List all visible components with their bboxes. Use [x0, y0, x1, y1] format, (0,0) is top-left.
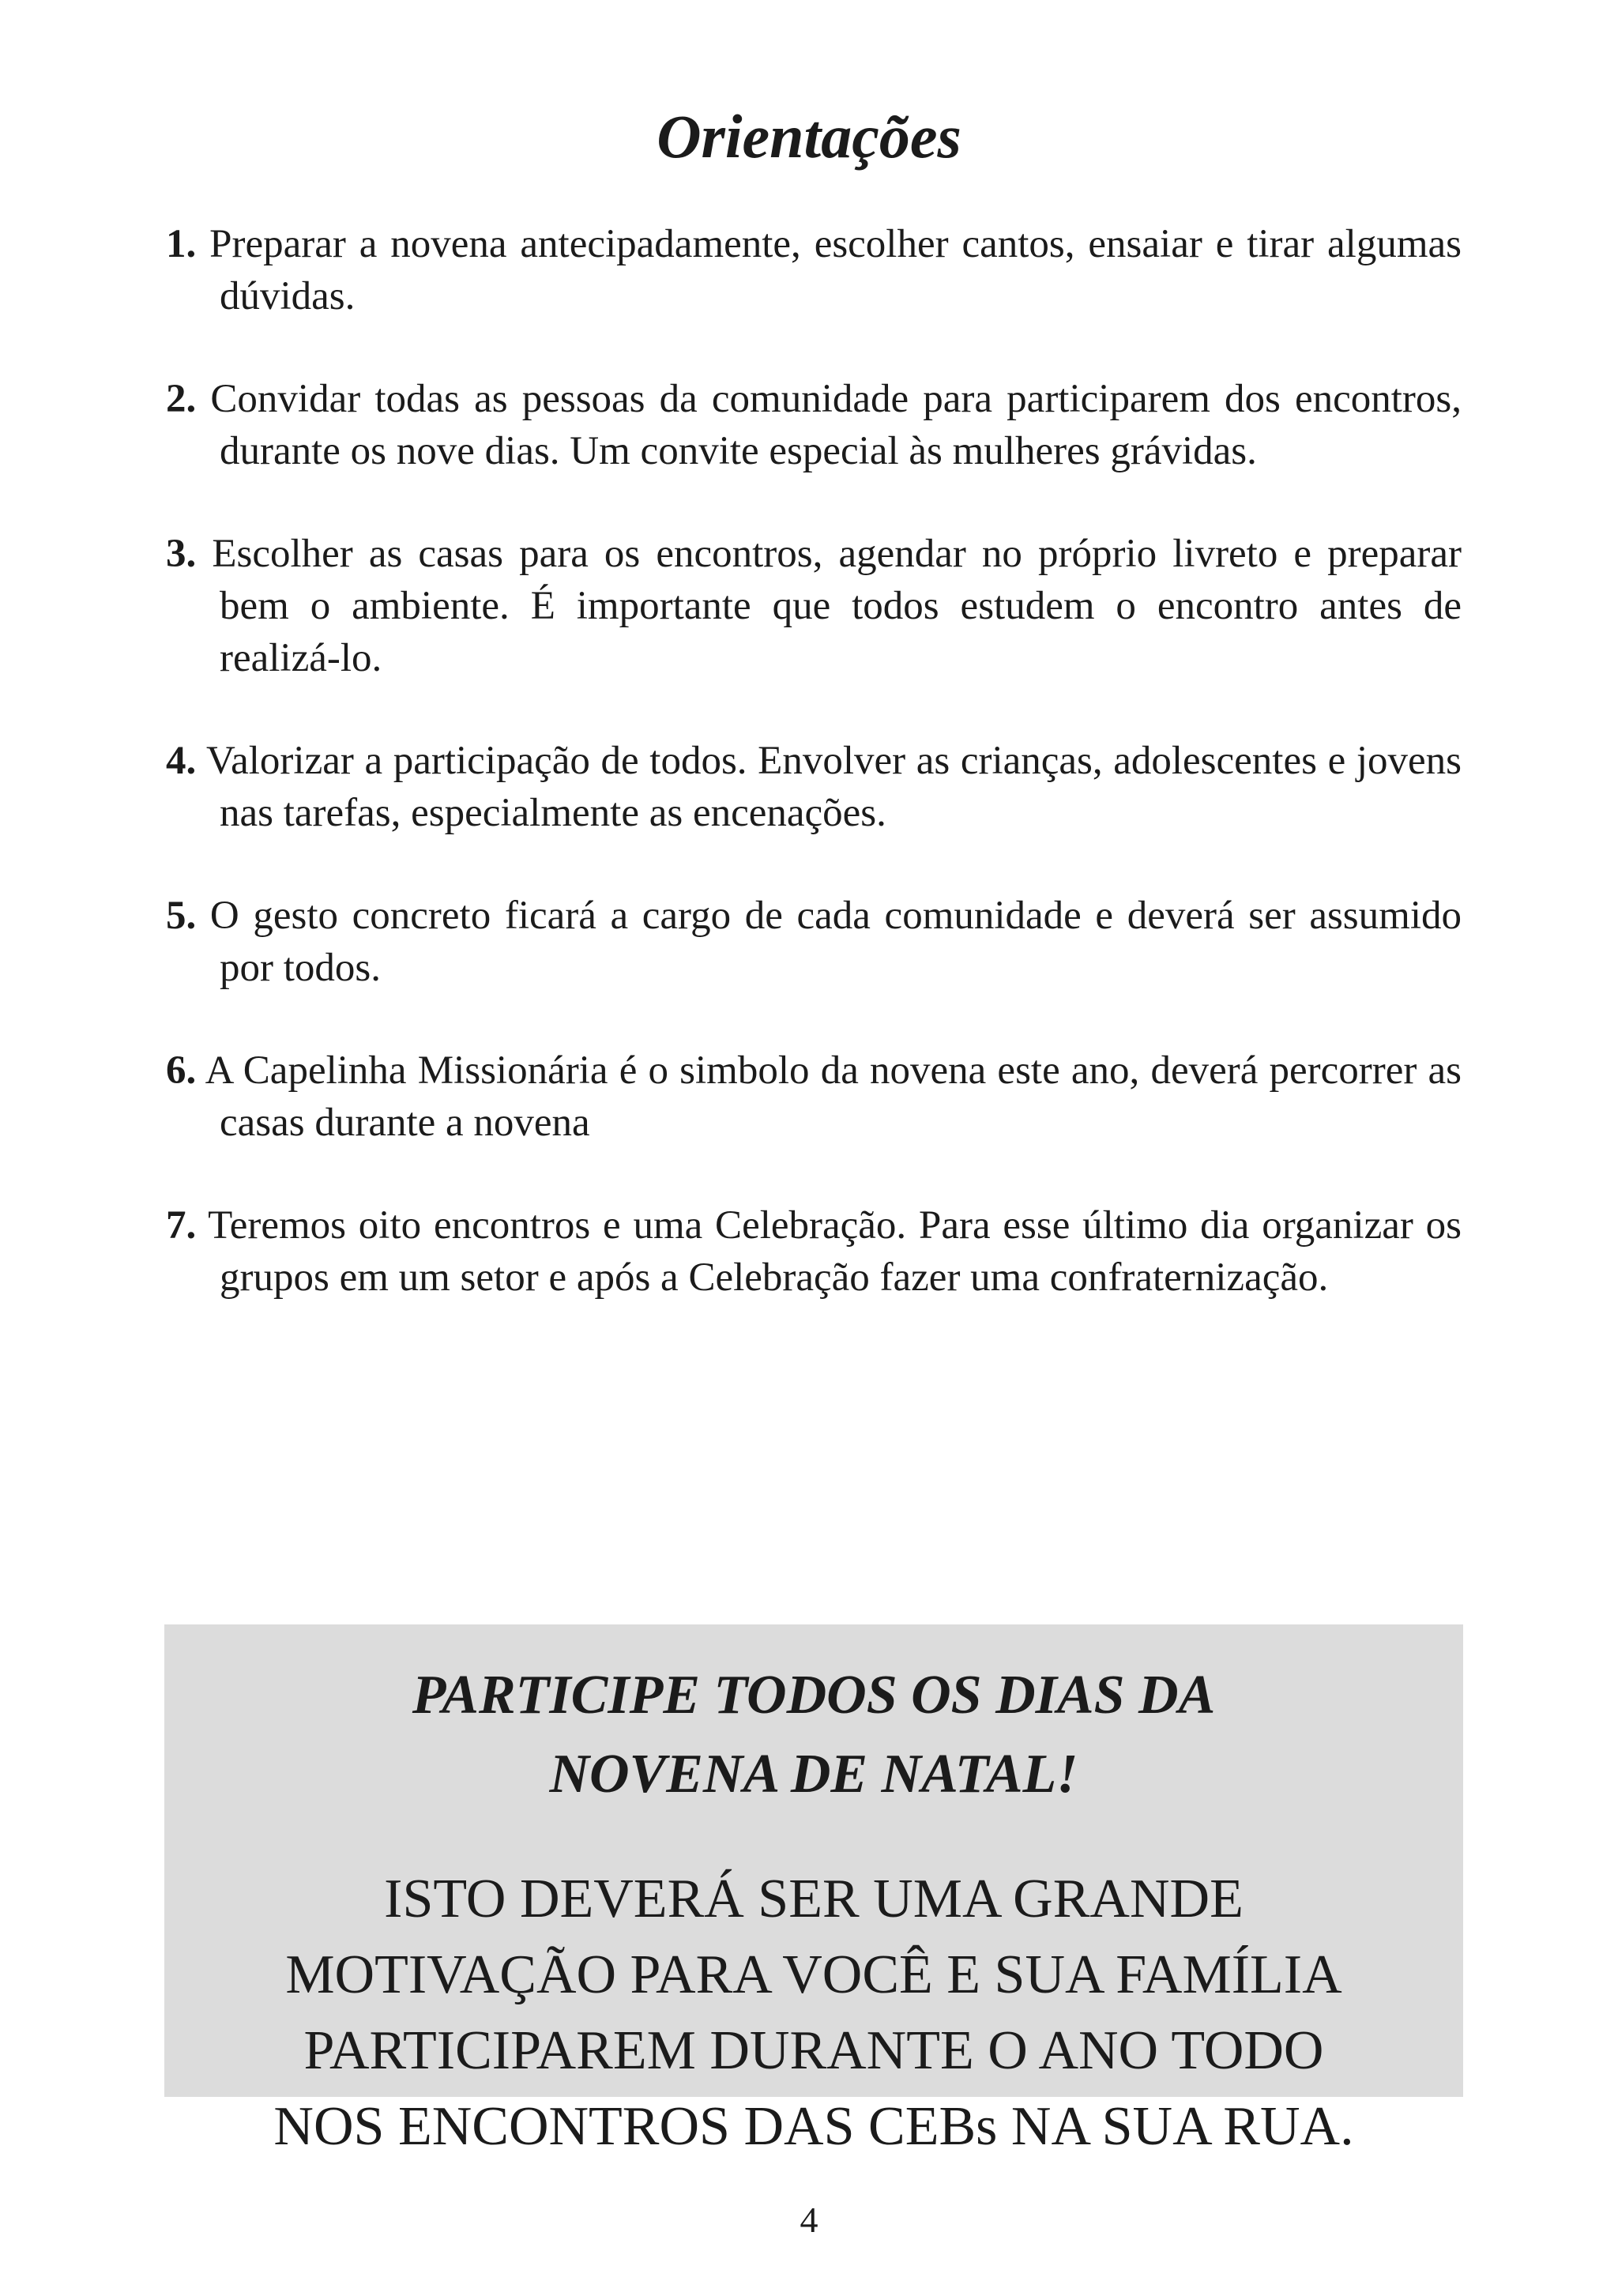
item-number: 3. [166, 532, 197, 576]
callout-body-line: MOTIVAÇÃO PARA VOCÊ E SUA FAMÍLIA [285, 1944, 1342, 2005]
callout-box [164, 1624, 1463, 2157]
item-text: Preparar a novena antecipadamente, escolher cantos, ensaiar e tirar algumas dúvidas. [209, 222, 1462, 318]
list-item [166, 890, 1462, 994]
item-number: 5. [166, 894, 197, 938]
list-item [166, 735, 1462, 839]
item-text: Valorizar a participação de todos. Envolver as crianças, adolescentes e jovens nas tarefas, especialmente as encenações. [205, 739, 1462, 835]
item-text: Teremos oito encontros e uma Celebração. Para esse último dia organizar os grupos em um setor e após a Celebração fazer uma confraternização. [208, 1203, 1462, 1300]
item-text: A Capelinha Missionária é o simbolo da novena este ano, deverá percorrer as casas durante a novena [205, 1048, 1462, 1145]
callout-body-line: NOS ENCONTROS DAS CEBs NA SUA RUA. [273, 2096, 1354, 2157]
callout-headline-line: NOVENA DE NATAL! [549, 1744, 1078, 1805]
page-number: 4 [800, 2200, 818, 2240]
item-number: 4. [166, 739, 197, 783]
page-title: Orientações [657, 102, 961, 171]
item-text: Convidar todas as pessoas da comunidade para participarem dos encontros, durante os nove dias. Um convite especial às mulheres grávidas. [210, 377, 1462, 473]
callout-headline [164, 1656, 1463, 1814]
list-item [166, 528, 1462, 684]
list-item [166, 218, 1462, 322]
list-item [166, 373, 1462, 477]
item-text: O gesto concreto ficará a cargo de cada comunidade e deverá ser assumido por todos. [209, 894, 1462, 990]
orientation-list [166, 218, 1462, 1354]
callout-body-line: ISTO DEVERÁ SER UMA GRANDE [384, 1869, 1244, 1929]
item-number: 2. [166, 377, 197, 421]
list-item [166, 1199, 1462, 1304]
item-number: 1. [166, 222, 197, 266]
callout-body [164, 1861, 1463, 2165]
list-item [166, 1044, 1462, 1149]
item-text: Escolher as casas para os encontros, agendar no próprio livreto e preparar bem o ambiente. É importante que todos estudem o encontro antes de realizá-lo. [212, 532, 1462, 680]
callout-headline-line: PARTICIPE TODOS OS DIAS DA [412, 1665, 1216, 1726]
item-number: 6. [166, 1048, 197, 1093]
callout-body-line: PARTICIPAREM DURANTE O ANO TODO [303, 2020, 1324, 2081]
item-number: 7. [166, 1203, 197, 1248]
